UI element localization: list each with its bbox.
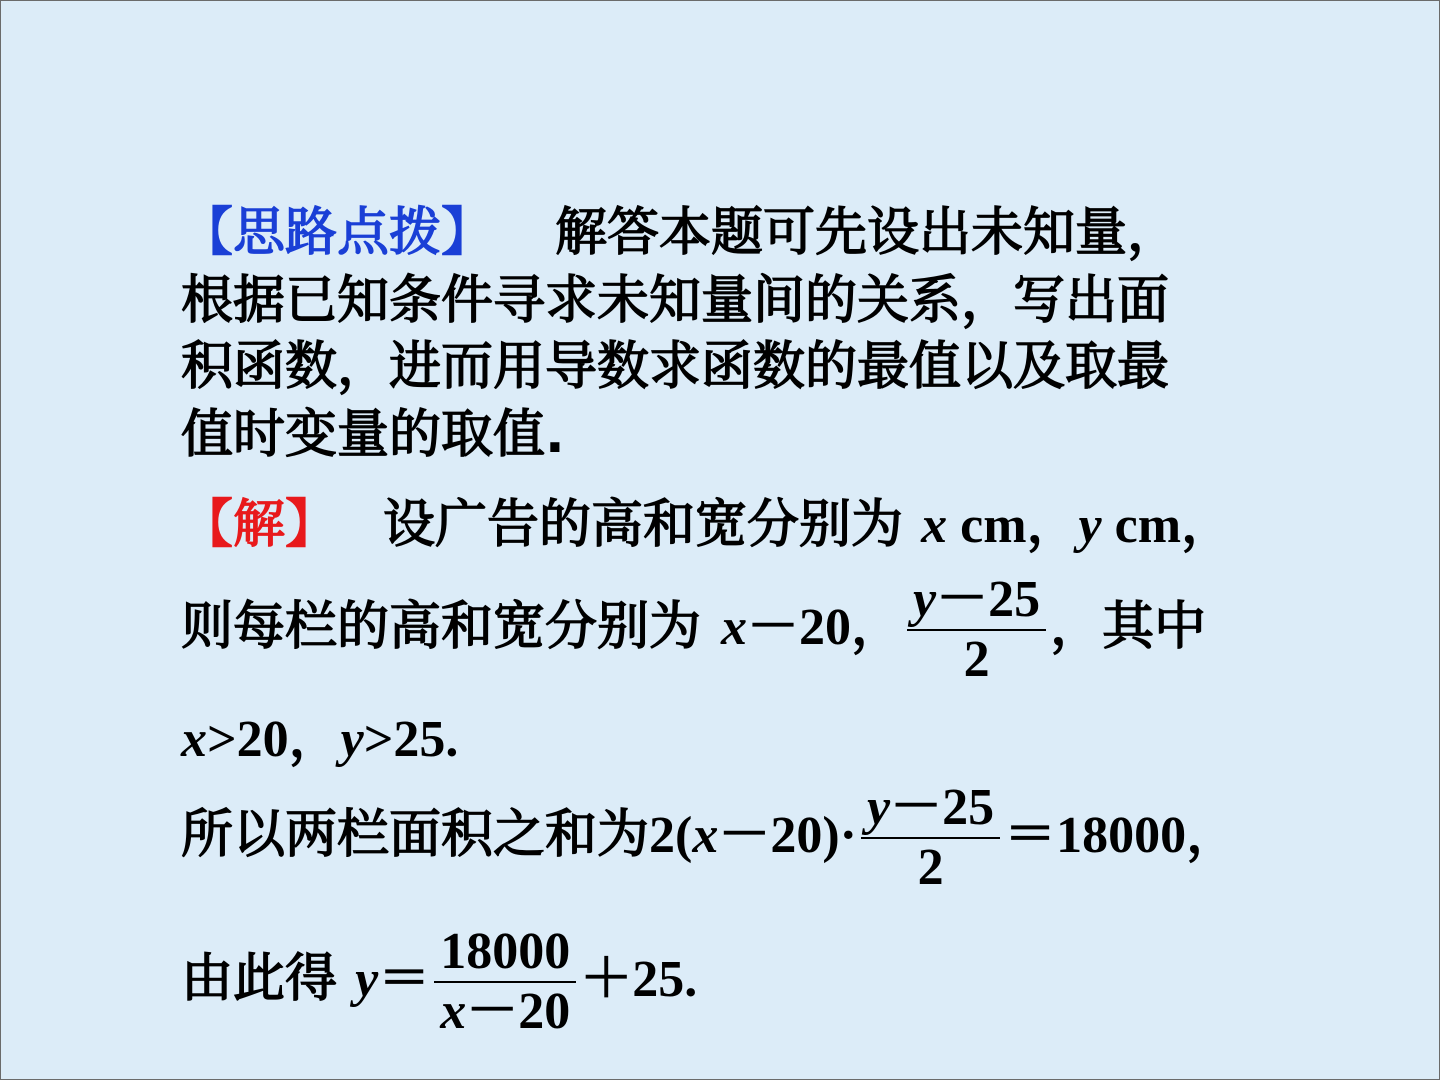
solution-line-4: 所以两栏面积之和为2(x－20)· $\frac{y-25}{2}$ ＝18000，: [181, 779, 1239, 896]
fraction-y-25-over-2: $\frac{y-25}{2}$: [861, 779, 1000, 897]
solution-text-4: 所以两栏面积之和为: [181, 805, 650, 865]
solution-text-5: 由此得: [181, 949, 338, 1009]
solution-label: 【解】: [181, 495, 338, 555]
fraction-y-25-over-2: $\frac{y-25}{2}$: [907, 571, 1046, 689]
solution-text-2: 则每栏的高和宽分别为: [181, 597, 702, 657]
area-equation-end: ＝18000，: [1004, 807, 1239, 864]
var-x: x: [440, 983, 467, 1040]
constraint-y: >25.: [363, 711, 459, 768]
fraction-18000-over-x-20: $\frac{18000}{x-20}$: [434, 923, 576, 1041]
solution-text-1: 设广告的高和宽分别为: [383, 495, 904, 555]
hint-line-4: 值时变量的取值.: [181, 405, 565, 465]
result-end: ＋25.: [580, 951, 698, 1008]
solution-line-5: 由此得 y＝ $\frac{18000}{x-20}$ ＋25.: [181, 923, 698, 1040]
hint-line-1: [181, 203, 1179, 263]
hint-text-1: 解答本题可先设出未知量，: [555, 203, 1180, 263]
var-x: x: [921, 497, 948, 554]
var-y: y: [1078, 497, 1102, 554]
var-y: y: [355, 951, 379, 1008]
solution-line-3: [181, 709, 458, 770]
hint-line-2: 根据已知条件寻求未知量间的关系，写出面: [181, 271, 1170, 331]
solution-text-2-end: ，其中: [1050, 597, 1207, 657]
hint-label: 【思路点拨】: [181, 203, 494, 263]
unit-cm-2: cm，: [1114, 497, 1234, 554]
width-expr: －20，: [747, 599, 904, 656]
var-y: y: [867, 779, 891, 836]
var-x: x: [721, 599, 748, 656]
solution-line-1: [181, 495, 1233, 556]
constraint-x: >20，: [207, 711, 341, 768]
solution-line-2: [181, 571, 1206, 689]
var-x: x: [692, 807, 719, 864]
unit-cm-1: cm，: [960, 497, 1079, 554]
var-x: x: [181, 711, 207, 768]
hint-line-3: 积函数，进而用导数求函数的最值以及取最: [181, 337, 1170, 397]
var-y: y: [340, 711, 364, 768]
var-y: y: [913, 571, 937, 628]
